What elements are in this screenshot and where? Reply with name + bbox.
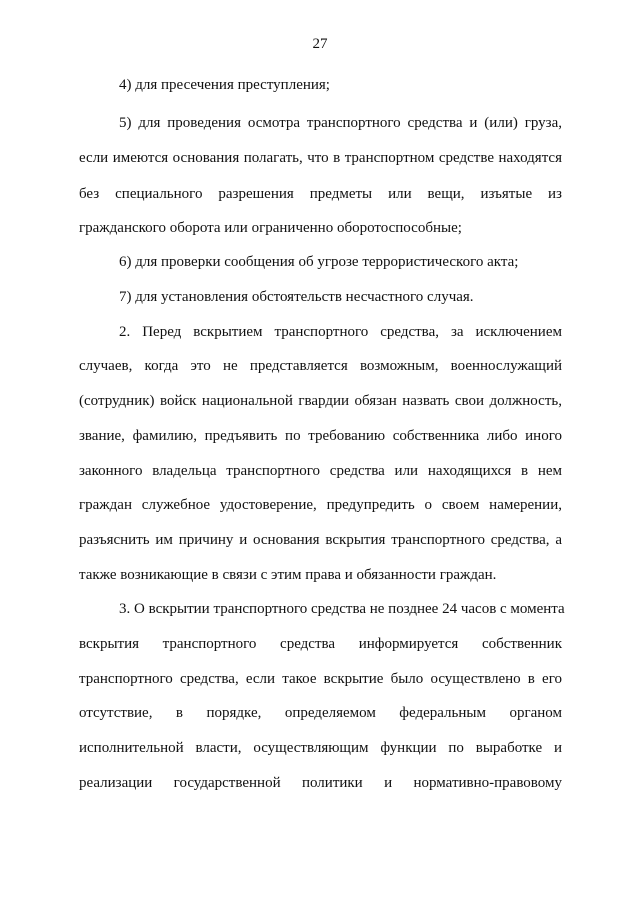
paragraph-3-line-2: вскрытия транспортного средства информируется собственник — [79, 636, 562, 652]
paragraph-3-line-3: транспортного средства, если такое вскрытие было осуществлено в его — [79, 671, 562, 687]
list-item-4: 4) для пресечения преступления; — [119, 77, 330, 93]
paragraph-3-line-5: исполнительной власти, осуществляющим функции по выработке и — [79, 740, 562, 756]
paragraph-2-line-8: также возникающие в связи с этим права и обязанности граждан. — [79, 567, 497, 583]
paragraph-2-line-6: граждан служебное удостоверение, предупредить о своем намерении, — [79, 497, 562, 513]
paragraph-2-line-4: звание, фамилию, предъявить по требованию собственника либо иного — [79, 428, 562, 444]
paragraph-3-line-6: реализации государственной политики и нормативно-правовому — [79, 775, 562, 791]
paragraph-3-line-4: отсутствие, в порядке, определяемом федеральным органом — [79, 705, 562, 721]
paragraph-2-line-3: (сотрудник) войск национальной гвардии обязан назвать свои должность, — [79, 393, 562, 409]
paragraph-2-line-1: 2. Перед вскрытием транспортного средства, за исключением — [119, 324, 562, 340]
list-item-5-line-4: гражданского оборота или ограниченно оборотоспособные; — [79, 220, 462, 236]
list-item-5-line-2: если имеются основания полагать, что в транспортном средстве находятся — [79, 150, 562, 166]
list-item-5-line-1: 5) для проведения осмотра транспортного средства и (или) груза, — [119, 115, 562, 131]
paragraph-2-line-2: случаев, когда это не представляется возможным, военнослужащий — [79, 358, 562, 374]
paragraph-2-line-5: законного владельца транспортного средства или находящихся в нем — [79, 463, 562, 479]
list-item-5-line-3: без специального разрешения предметы или вещи, изъятые из — [79, 186, 562, 202]
paragraph-3-line-1: 3. О вскрытии транспортного средства не позднее 24 часов с момента — [119, 601, 565, 617]
paragraph-2-line-7: разъяснить им причину и основания вскрытия транспортного средства, а — [79, 532, 562, 548]
page-number: 27 — [312, 36, 328, 52]
list-item-7: 7) для установления обстоятельств несчастного случая. — [119, 289, 474, 305]
list-item-6: 6) для проверки сообщения об угрозе террористического акта; — [119, 254, 519, 270]
